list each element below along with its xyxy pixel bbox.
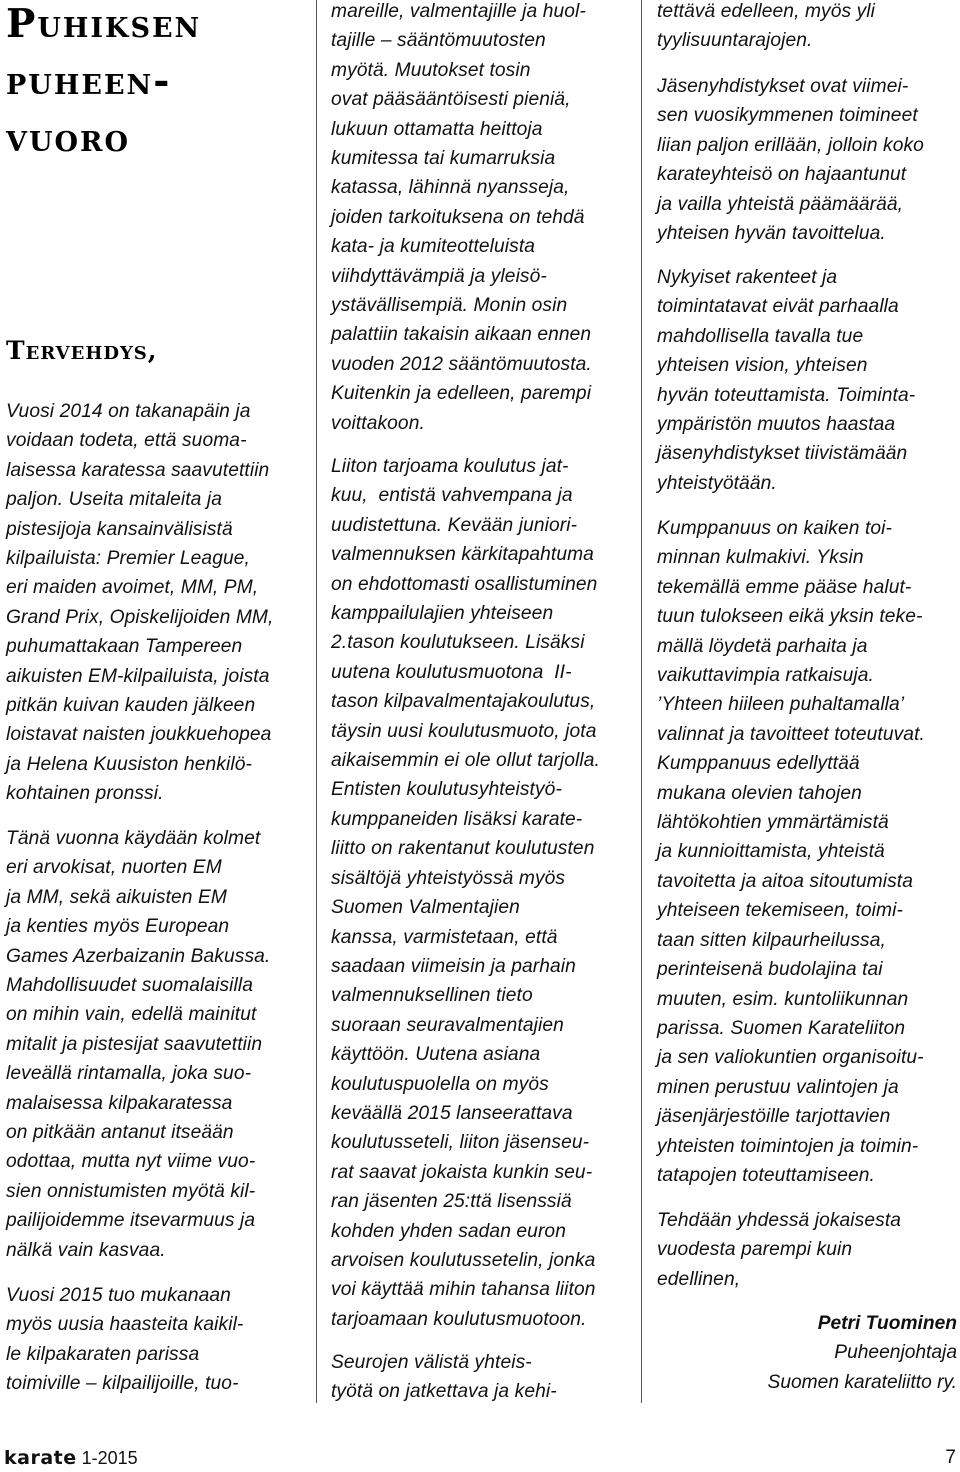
- title-line: puheen-: [6, 58, 172, 104]
- signature-block: [768, 1309, 957, 1397]
- greeting-heading: Tervehdys,: [6, 336, 158, 365]
- signature-role: Puheenjohtaja: [834, 1342, 957, 1364]
- column-divider: [316, 0, 317, 1403]
- page-number: 7: [945, 1447, 956, 1468]
- paragraph: Liiton tarjoama koulutus jat- kuu, entistä vahvempana ja uudistettuna. Kevään juniori- valmennuksen kärkitapahtuma on ehdottomasti osallistuminen kamppailulajien yhteiseen 2.tason koulutukseen. Lisäksi uutena koulutusmuotona II- tason kilpavalmentajakoulutus, täysin uusi koulutusmuoto, jota aikaisemmin ei ole ollut tarjolla. Entisten koulutusyhteistyö- kumppaneiden lisäksi karate- liitto on rakentanut koulutusten sisältöjä yhteistyössä myös Suomen Valmentajien kanssa, varmistetaan, että saadaan viimeisin ja parhain valmennuksellinen tieto suoraan seuravalmentajien käyttöön. Uutena asiana koulutuspuolella on myös keväällä 2015 lanseerattava koulutusseteli, liiton jäsenseu- rat saavat jokaista kunkin seu- ran jäsenten 25:ttä lisenssiä kohden yhden sadan euron arvoisen koulutussetelin, jonka voi käyttää mihin tahansa liiton tarjoamaan koulutusmuotoon.: [331, 456, 600, 1330]
- signature-name: Petri Tuominen: [817, 1313, 957, 1334]
- issue-number: 1-2015: [81, 1448, 138, 1468]
- paragraph: Vuosi 2014 on takanapäin ja voidaan todeta, että suoma- laisessa karatessa saavutettiin paljon. Useita mitaleita ja pistesijoja kansainvälisistä kilpailuista: Premier League, eri maiden avoimet, MM, PM, Grand Prix, Opiskelijoiden MM, puhumattakaan Tampereen aikuisten EM-kilpailuista, joista pitkän kuivan kauden jälkeen loistavat naisten joukkuehopea ja Helena Kuusiston henkilö- kohtainen pronssi.: [6, 401, 274, 805]
- footer-issue: [4, 1446, 138, 1470]
- paragraph: mareille, valmentajille ja huol- tajille – sääntömuutosten myötä. Muutokset tosin ovat pääsääntöisesti pieniä, lukuun ottamatta heittoja kumitessa tai kumarruksia katassa, lähinnä nyansseja, joiden tarkoituksena on tehdä kata- ja kumiteotteluista viihdyttävämpiä ja yleisö- ystävällisempiä. Monin osin palattiin takaisin aikaan ennen vuoden 2012 sääntömuutosta. Kuitenkin ja edelleen, parempi voittakoon.: [331, 1, 592, 434]
- paragraph: Tehdään yhdessä jokaisesta vuodesta parempi kuin edellinen,: [657, 1210, 902, 1290]
- paragraph: Seurojen välistä yhteis- työtä on jatkettava ja kehi-: [331, 1352, 557, 1403]
- article-title: [6, 0, 306, 167]
- paragraph: Jäsenyhdistykset ovat viimei- sen vuosikymmenen toimineet liian paljon erillään, jolloin koko karateyhteisö on hajaantunut ja vailla yhteistä päämäärää, yhteisen hyvän tavoittelua.: [657, 76, 924, 245]
- magazine-name: karate: [4, 1447, 77, 1469]
- paragraph: Tänä vuonna käydään kolmet eri arvokisat, nuorten EM ja MM, sekä aikuisten EM ja kenties myös European Games Azerbaizanin Bakussa. Mahdollisuudet suomalaisilla on mihin vain, edellä mainitut mitalit ja pistesijat saavutettiin leveällä rintamalla, joka suo- malaisessa kilpakaratessa on pitkään antanut itseään odottaa, mutta nyt viime vuo- sien onnistumisten myötä kil- pailijoidemme itsevarmuus ja nälkä vain kasvaa.: [6, 828, 271, 1261]
- paragraph: Vuosi 2015 tuo mukanaan myös uusia haasteita kaikil- le kilpakaraten parissa toimiville – kilpailijoille, tuo-: [6, 1285, 244, 1395]
- paragraph: Kumppanuus on kaiken toi- minnan kulmakivi. Yksin tekemällä emme pääse halut- tuun tulokseen eikä yksin teke- mällä löydetä parhaita ja vaikuttavimpia ratkaisuja. ’Yhteen hiileen puhaltamalla’ valinnat ja tavoitteet toteutuvat. Kumppanuus edellyttää mukana olevien tahojen lähtökohtien ymmärtämistä ja kunnioittamista, yhteistä tavoitetta ja aitoa sitoutumista yhteiseen tekemiseen, toimi- taan sitten kilpaurheilussa, perinteisenä budolajina tai muuten, esim. kuntoliikunnan parissa. Suomen Karateliiton ja sen valiokuntien organisoitu- minen perustuu valintojen ja jäsenjärjestöille tarjottavien yhteisten toimintojen ja toimin- tatapojen toteuttamiseen.: [657, 518, 925, 1186]
- signature-org: Suomen karateliitto ry.: [767, 1371, 957, 1393]
- paragraph: Nykyiset rakenteet ja toimintatavat eivät parhaalla mahdollisella tavalla tue yhteisen vision, yhteisen hyvän toteuttamista. Toiminta- ympäristön muutos haastaa jäsenyhdistykset tiivistämään yhteistyötään.: [657, 267, 916, 494]
- paragraph: tettävä edelleen, myös yli tyylisuuntarajojen.: [657, 1, 876, 52]
- title-line: Puhiksen: [6, 1, 202, 47]
- column-divider: [641, 0, 642, 1403]
- column-1: [6, 0, 306, 1395]
- title-line: vuoro: [6, 115, 130, 161]
